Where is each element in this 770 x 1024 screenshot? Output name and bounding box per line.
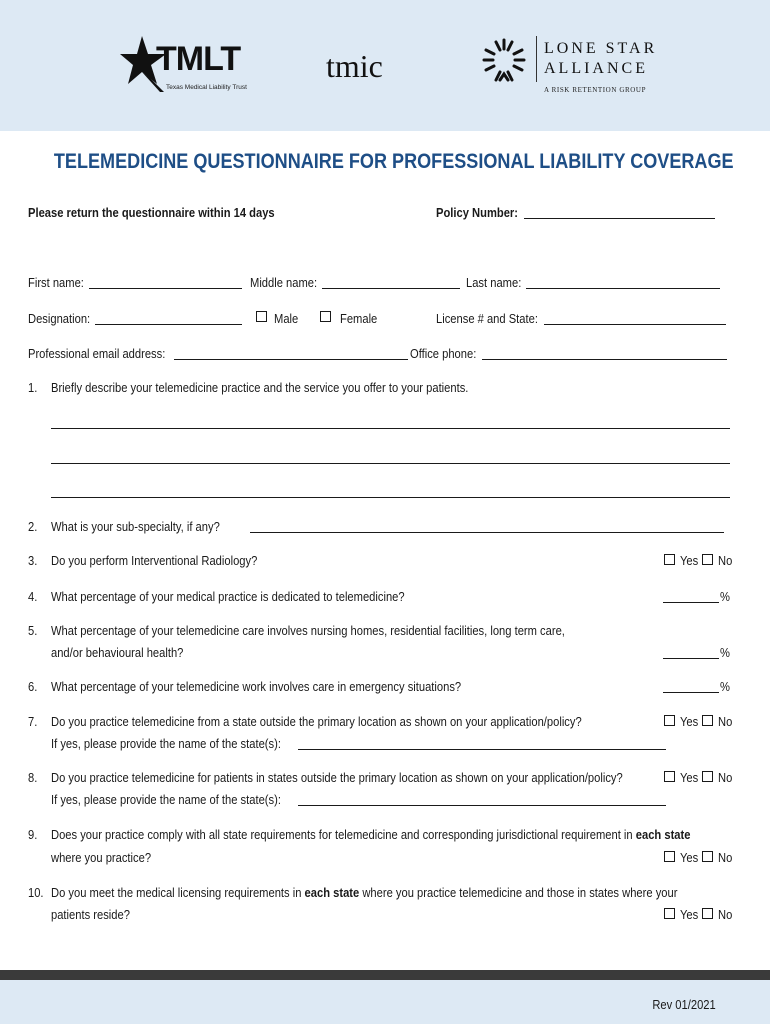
license-label: License # and State: bbox=[436, 311, 538, 326]
logo-divider bbox=[536, 36, 537, 82]
q9-bold: each state bbox=[635, 827, 691, 842]
q8-no-checkbox[interactable] bbox=[702, 771, 713, 782]
q8-yes-label: Yes bbox=[680, 770, 699, 785]
starburst-icon bbox=[478, 36, 530, 88]
q8-text: Do you practice telemedicine for patients in states outside the primary location as shown on your application/policy? bbox=[51, 770, 623, 785]
license-field[interactable] bbox=[544, 324, 726, 325]
q1-answer-line[interactable] bbox=[51, 428, 730, 429]
last-name-label: Last name: bbox=[466, 275, 522, 290]
q10-bold: each state bbox=[304, 885, 360, 900]
q8-followup: If yes, please provide the name of the state(s): bbox=[51, 792, 281, 807]
policy-number-label: Policy Number: bbox=[436, 205, 519, 220]
q7-states-field[interactable] bbox=[298, 749, 666, 750]
q7-no-checkbox[interactable] bbox=[702, 715, 713, 726]
revision-label: Rev 01/2021 bbox=[652, 997, 716, 1012]
q6-text: What percentage of your telemedicine work involves care in emergency situations? bbox=[51, 679, 462, 694]
q10-text-b: where you practice telemedicine and those in states where your bbox=[362, 885, 678, 900]
q8-yes-checkbox[interactable] bbox=[664, 771, 675, 782]
q3-yes-checkbox[interactable] bbox=[664, 554, 675, 565]
female-checkbox[interactable] bbox=[320, 311, 331, 322]
q9-number: 9. bbox=[28, 827, 38, 842]
q9-yes-label: Yes bbox=[680, 850, 699, 865]
q2-text: What is your sub-specialty, if any? bbox=[51, 519, 220, 534]
lone-star-alliance-logo bbox=[478, 36, 658, 98]
document-title: TELEMEDICINE QUESTIONNAIRE FOR PROFESSIONAL LIABILITY COVERAGE bbox=[53, 150, 734, 173]
footer-bar bbox=[0, 970, 770, 980]
q1-answer-line[interactable] bbox=[51, 497, 730, 498]
office-phone-label: Office phone: bbox=[410, 346, 477, 361]
q2-number: 2. bbox=[28, 519, 38, 534]
lsa-line1: LONE STAR bbox=[544, 40, 658, 57]
q9-text-line2: where you practice? bbox=[51, 850, 152, 865]
lsa-tagline: A RISK RETENTION GROUP bbox=[544, 86, 647, 94]
lsa-line2: ALLIANCE bbox=[544, 60, 648, 77]
q8-states-field[interactable] bbox=[298, 805, 666, 806]
q9-yes-checkbox[interactable] bbox=[664, 851, 675, 862]
email-label: Professional email address: bbox=[28, 346, 166, 361]
first-name-field[interactable] bbox=[89, 288, 242, 289]
q5-percent-sign: % bbox=[720, 645, 730, 660]
q9-no-label: No bbox=[718, 850, 733, 865]
q6-percent-field[interactable] bbox=[663, 692, 719, 693]
q10-yes-label: Yes bbox=[680, 907, 699, 922]
return-note: Please return the questionnaire within 14 days bbox=[28, 205, 275, 220]
q10-text-line1 bbox=[51, 885, 677, 900]
tmlt-wordmark: TMLT bbox=[156, 40, 241, 78]
q3-yes-label: Yes bbox=[680, 553, 699, 568]
q7-text: Do you practice telemedicine from a state outside the primary location as shown on your application/policy? bbox=[51, 714, 582, 729]
q3-no-label: No bbox=[718, 553, 733, 568]
q10-number: 10. bbox=[28, 885, 44, 900]
q7-yes-checkbox[interactable] bbox=[664, 715, 675, 726]
q10-no-checkbox[interactable] bbox=[702, 908, 713, 919]
first-name-label: First name: bbox=[28, 275, 84, 290]
q8-no-label: No bbox=[718, 770, 733, 785]
q4-number: 4. bbox=[28, 589, 38, 604]
q5-text-line1: What percentage of your telemedicine care involves nursing homes, residential facilities, long term care, bbox=[51, 623, 565, 638]
q4-percent-field[interactable] bbox=[663, 602, 719, 603]
policy-number-field[interactable] bbox=[524, 218, 715, 219]
q2-answer-line[interactable] bbox=[250, 532, 724, 533]
q7-yes-label: Yes bbox=[680, 714, 699, 729]
male-label: Male bbox=[274, 311, 299, 326]
q10-no-label: No bbox=[718, 907, 733, 922]
q9-text-line1 bbox=[51, 827, 690, 842]
tmlt-tagline: Texas Medical Liability Trust bbox=[166, 84, 247, 91]
q3-no-checkbox[interactable] bbox=[702, 554, 713, 565]
female-label: Female bbox=[340, 311, 378, 326]
q10-text-a: Do you meet the medical licensing requirements in bbox=[51, 885, 302, 900]
q1-number: 1. bbox=[28, 380, 38, 395]
q9-no-checkbox[interactable] bbox=[702, 851, 713, 862]
q3-number: 3. bbox=[28, 553, 38, 568]
q1-answer-line[interactable] bbox=[51, 463, 730, 464]
q1-text: Briefly describe your telemedicine practice and the service you offer to your patients. bbox=[51, 380, 469, 395]
q4-percent-sign: % bbox=[720, 589, 730, 604]
designation-field[interactable] bbox=[95, 324, 242, 325]
tmic-logo: tmic bbox=[326, 48, 383, 84]
q7-number: 7. bbox=[28, 714, 38, 729]
last-name-field[interactable] bbox=[526, 288, 720, 289]
tmlt-logo bbox=[120, 34, 260, 96]
q7-followup: If yes, please provide the name of the state(s): bbox=[51, 736, 281, 751]
q5-number: 5. bbox=[28, 623, 38, 638]
q8-number: 8. bbox=[28, 770, 38, 785]
office-phone-field[interactable] bbox=[482, 359, 727, 360]
q9-text-a: Does your practice comply with all state requirements for telemedicine and corresponding jurisdictional requirement in bbox=[51, 827, 633, 842]
q10-text-line2: patients reside? bbox=[51, 907, 130, 922]
q7-no-label: No bbox=[718, 714, 733, 729]
q6-number: 6. bbox=[28, 679, 38, 694]
q6-percent-sign: % bbox=[720, 679, 730, 694]
middle-name-field[interactable] bbox=[322, 288, 460, 289]
q5-percent-field[interactable] bbox=[663, 658, 719, 659]
email-field[interactable] bbox=[174, 359, 408, 360]
middle-name-label: Middle name: bbox=[250, 275, 318, 290]
male-checkbox[interactable] bbox=[256, 311, 267, 322]
q4-text: What percentage of your medical practice is dedicated to telemedicine? bbox=[51, 589, 405, 604]
q10-yes-checkbox[interactable] bbox=[664, 908, 675, 919]
designation-label: Designation: bbox=[28, 311, 91, 326]
q3-text: Do you perform Interventional Radiology? bbox=[51, 553, 258, 568]
q5-text-line2: and/or behavioural health? bbox=[51, 645, 184, 660]
